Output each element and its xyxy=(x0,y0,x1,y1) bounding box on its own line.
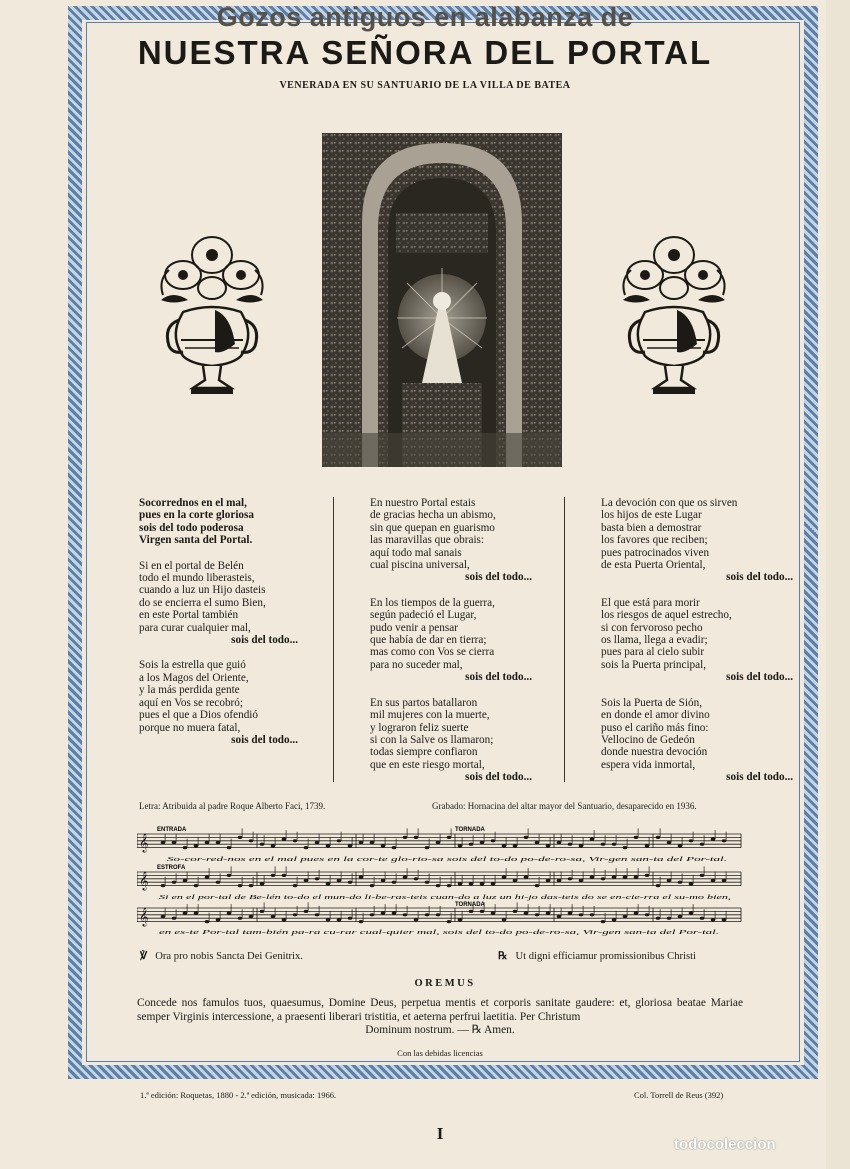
music-note xyxy=(667,841,672,844)
music-note xyxy=(436,884,441,887)
column-divider xyxy=(333,497,334,782)
verse-line: para curar cualquier mal, xyxy=(139,621,251,634)
music-note xyxy=(557,915,562,918)
music-note xyxy=(524,912,529,915)
licencias: Con las debidas licencias xyxy=(397,1048,483,1058)
music-note xyxy=(546,844,551,847)
verse-line: según padeció el Lugar, xyxy=(370,609,477,622)
music-note xyxy=(436,913,441,916)
refrain: sois del todo... xyxy=(465,671,532,684)
music-note xyxy=(711,918,716,921)
music-note xyxy=(689,839,694,842)
music-note xyxy=(711,879,716,882)
music-note xyxy=(304,910,309,913)
music-note xyxy=(634,836,639,839)
music-note xyxy=(227,874,232,877)
stanza xyxy=(370,597,562,684)
music-note xyxy=(249,884,254,887)
flower-vase-icon xyxy=(153,220,271,400)
music-note xyxy=(524,876,529,879)
music-note xyxy=(623,876,628,879)
music-note xyxy=(469,910,474,913)
verse-line: de esta Puerta Oriental, xyxy=(601,559,706,572)
music-note xyxy=(315,913,320,916)
music-note xyxy=(458,918,463,921)
music-note xyxy=(425,913,430,916)
credit-letra: Letra: Atribuida al padre Roque Alberto Faci, 1739. xyxy=(139,801,326,811)
music-note xyxy=(667,879,672,882)
music-note xyxy=(337,839,342,842)
music-note xyxy=(161,884,166,887)
music-note xyxy=(722,839,727,842)
music-note xyxy=(381,912,386,915)
verse-line: cuando a luz un Hijo dasteis xyxy=(139,584,266,597)
music-note xyxy=(568,843,573,846)
verse-line: para no suceder mal, xyxy=(370,658,463,671)
verse-line: pues el que a Dios ofendió xyxy=(139,709,258,722)
verse-line: pudo venir a pensar xyxy=(370,621,458,634)
music-note xyxy=(700,843,705,846)
music-note xyxy=(271,844,276,847)
music-note xyxy=(612,843,617,846)
verse-line: que en este riesgo mortal, xyxy=(370,758,485,771)
verse-line: y la más perdida gente xyxy=(139,684,240,697)
music-note xyxy=(601,877,606,880)
music-note xyxy=(535,913,540,916)
verse-line: y lograron feliz suerte xyxy=(370,721,469,734)
music-note xyxy=(359,876,364,879)
stanza xyxy=(139,497,331,547)
verse-line: si con fervoroso pecho xyxy=(601,621,703,634)
music-note xyxy=(348,881,353,884)
refrain: sois del todo... xyxy=(465,771,532,784)
music-note xyxy=(502,844,507,847)
music-note xyxy=(634,876,639,879)
verse-line: os llama, llega a evadir; xyxy=(601,634,708,647)
verse-line: do se encierra el sumo Bien, xyxy=(139,596,266,609)
verse-line: sois la Puerta principal, xyxy=(601,658,707,671)
title-line-1: Gozos antiguos en alabanza de xyxy=(216,2,634,32)
music-note xyxy=(491,882,496,885)
verse-line: que había de dar en tierra; xyxy=(370,634,487,647)
flower-vase-right-illustration xyxy=(615,220,733,400)
response xyxy=(498,950,696,962)
music-note xyxy=(260,910,265,913)
oremus-text: Concede nos famulos tuos, quaesumus, Domine Deus, perpetua mentis et corporis sanitate gaudere: et, gloriosa beatae Mariae semper Virginis intercessione, a praesenti liberari tristitia, et aeterna perfrui laetitia. Per Christum xyxy=(137,997,743,1023)
music-note xyxy=(590,876,595,879)
music-note xyxy=(370,841,375,844)
music-note xyxy=(205,876,210,879)
music-note xyxy=(249,915,254,918)
music-note xyxy=(183,879,188,882)
music-note xyxy=(579,879,584,882)
verse-line: los riesgos de aquel estrecho, xyxy=(601,609,732,622)
verse-line: Sois la estrella que guió xyxy=(139,659,246,672)
oremus-heading: OREMUS xyxy=(414,978,476,989)
collection-note: Col. Torrell de Reus (392) xyxy=(634,1090,724,1100)
music-note xyxy=(282,874,287,877)
lyrics-line-3: en es-te Por-tal tam-bién pa-ra cu-rar cual-quier mal, sois del to-do po-de-ro-sa, Vir-gen san-ta del Por-tal. xyxy=(159,929,719,936)
verse-line: los hijos de este Lugar xyxy=(601,509,702,522)
music-note xyxy=(403,876,408,879)
oremus-last-line: Dominum nostrum. — ℞ Amen. xyxy=(365,1024,515,1037)
music-note xyxy=(414,836,419,839)
music-note xyxy=(293,884,298,887)
music-note xyxy=(326,882,331,885)
music-note xyxy=(238,836,243,839)
verse-line: las maravillas que obrais: xyxy=(370,534,485,547)
music-note xyxy=(425,846,430,849)
response-mark: ℞ xyxy=(498,951,508,962)
music-note xyxy=(491,912,496,915)
verse-line: Virgen santa del Portal. xyxy=(139,534,253,547)
music-note xyxy=(568,877,573,880)
music-note xyxy=(337,879,342,882)
music-note xyxy=(293,913,298,916)
music-note xyxy=(172,841,177,844)
music-note xyxy=(304,879,309,882)
music-note xyxy=(326,844,331,847)
music-note xyxy=(513,844,518,847)
music-note xyxy=(656,836,661,839)
verse-line: El que está para morir xyxy=(601,596,700,609)
verse-column-1 xyxy=(139,497,331,759)
music-note xyxy=(194,844,199,847)
versicle xyxy=(140,950,303,962)
music-note xyxy=(392,846,397,849)
music-note xyxy=(634,912,639,915)
music-note xyxy=(645,844,650,847)
stanza xyxy=(601,697,793,784)
verse-line: a los Magos del Oriente, xyxy=(139,671,249,684)
edition-note: 1.ª edición: Roquetas, 1880 - 2.ª edición, musicada: 1966. xyxy=(140,1090,337,1100)
music-note xyxy=(645,913,650,916)
music-note xyxy=(414,877,419,880)
music-note xyxy=(447,836,452,839)
music-note xyxy=(260,882,265,885)
music-note xyxy=(183,846,188,849)
music-note xyxy=(216,881,221,884)
music-note xyxy=(711,838,716,841)
verse-line: todo el mundo liberasteis, xyxy=(139,572,255,585)
treble-clef-icon: 𝄞 xyxy=(139,835,149,852)
verse-line: si con la Salve os llamaron; xyxy=(370,733,494,746)
verse-line: puso el cariño más fino: xyxy=(601,721,709,734)
music-note xyxy=(458,882,463,885)
music-note xyxy=(315,877,320,880)
music-note xyxy=(194,884,199,887)
verse-column-3 xyxy=(601,497,793,797)
music-note xyxy=(227,912,232,915)
stanza xyxy=(370,497,562,584)
refrain: sois del todo... xyxy=(726,571,793,584)
music-note xyxy=(491,839,496,842)
music-note xyxy=(601,843,606,846)
music-note xyxy=(612,876,617,879)
stanza xyxy=(370,697,562,784)
verse-line: basta bien a demostrar xyxy=(601,521,702,534)
music-note xyxy=(304,846,309,849)
music-note xyxy=(623,915,628,918)
verse-line: En sus partos batallaron xyxy=(370,696,478,709)
music-note xyxy=(205,920,210,923)
music-note xyxy=(249,839,254,842)
music-note xyxy=(370,913,375,916)
music-note xyxy=(667,917,672,920)
sheet-music xyxy=(137,824,743,936)
music-note xyxy=(392,912,397,915)
music-note xyxy=(370,884,375,887)
music-note xyxy=(535,841,540,844)
music-note xyxy=(513,910,518,913)
music-note xyxy=(535,884,540,887)
music-note xyxy=(326,918,331,921)
versicle-mark: ℣ xyxy=(140,951,148,962)
music-note xyxy=(502,876,507,879)
music-note xyxy=(216,841,221,844)
music-note xyxy=(480,882,485,885)
music-note xyxy=(381,879,386,882)
credit-grabado: Grabado: Hornacina del altar mayor del Santuario, desaparecido en 1936. xyxy=(432,801,697,811)
music-note xyxy=(568,912,573,915)
music-note xyxy=(612,918,617,921)
oremus-prayer xyxy=(137,997,743,1038)
music-note xyxy=(392,881,397,884)
versicle-text: Ora pro nobis Sancta Dei Genitrix. xyxy=(155,951,303,962)
verse-line: sois del todo poderosa xyxy=(139,521,244,534)
music-note xyxy=(524,836,529,839)
music-note xyxy=(469,843,474,846)
music-note xyxy=(161,915,166,918)
verse-line: pues para al cielo subir xyxy=(601,646,705,659)
refrain: sois del todo... xyxy=(726,671,793,684)
music-note xyxy=(502,918,507,921)
music-note xyxy=(172,881,177,884)
music-note xyxy=(271,915,276,918)
music-note xyxy=(403,836,408,839)
altar-niche-engraving xyxy=(322,133,562,467)
music-note xyxy=(700,917,705,920)
stanza xyxy=(139,560,331,647)
music-note xyxy=(194,912,199,915)
music-note xyxy=(293,839,298,842)
music-note xyxy=(381,844,386,847)
music-note xyxy=(722,918,727,921)
music-note xyxy=(590,838,595,841)
music-note xyxy=(238,884,243,887)
verse-line: Vellocino de Gedeón xyxy=(601,733,695,746)
music-note xyxy=(458,844,463,847)
verse-line: mas como con Vos se cierra xyxy=(370,646,495,659)
stanza xyxy=(601,497,793,584)
music-note xyxy=(359,920,364,923)
music-note xyxy=(271,874,276,877)
verse-line: Socorrednos en el mal, xyxy=(139,497,247,509)
label-tornada-2: TORNADA xyxy=(455,902,485,908)
verse-line: aquí en Vos se recobró; xyxy=(139,696,243,709)
page-number: I xyxy=(436,1124,444,1143)
music-note xyxy=(557,879,562,882)
music-note xyxy=(425,881,430,884)
music-note xyxy=(227,846,232,849)
verse-column-2 xyxy=(370,497,562,797)
label-tornada: TORNADA xyxy=(455,827,485,833)
music-note xyxy=(172,917,177,920)
verse-line: los favores que reciben; xyxy=(601,534,708,547)
verse-line: porque no muera fatal, xyxy=(139,721,241,734)
music-note xyxy=(700,874,705,877)
music-note xyxy=(689,912,694,915)
music-note xyxy=(205,841,210,844)
refrain: sois del todo... xyxy=(726,771,793,784)
music-note xyxy=(546,912,551,915)
music-note xyxy=(447,920,452,923)
music-note xyxy=(689,882,694,885)
stanza xyxy=(139,659,331,746)
label-entrada: ENTRADA xyxy=(157,827,187,833)
verse-line: cual piscina universal, xyxy=(370,559,470,572)
verse-line: de gracias hecha un abismo, xyxy=(370,509,496,522)
verse-line: todas siempre confiaron xyxy=(370,746,478,759)
music-note xyxy=(645,874,650,877)
flower-vase-icon xyxy=(615,220,733,400)
verse-line: sin que quepan en guarismo xyxy=(370,521,495,534)
watermark-logo: todocoleccion xyxy=(674,1136,776,1153)
music-note xyxy=(678,844,683,847)
verse-line: Sois la Puerta de Sión, xyxy=(601,696,702,709)
lyrics-line-1: So-cor-red-nos en el mal pues en la cor-te glo-rio-sa sois del to-do po-de-ro-sa, Vir-gen san-ta del Por-tal. xyxy=(167,856,727,863)
music-note xyxy=(480,910,485,913)
verse-line: En nuestro Portal estais xyxy=(370,497,476,509)
music-staves xyxy=(137,824,743,936)
music-note xyxy=(656,884,661,887)
scan-edge xyxy=(826,0,850,1169)
music-note xyxy=(557,841,562,844)
music-note xyxy=(678,881,683,884)
verse-line: Si en el portal de Belén xyxy=(139,559,244,572)
music-note xyxy=(601,920,606,923)
verse-line: espera vida inmortal, xyxy=(601,758,696,771)
music-note xyxy=(282,918,287,921)
refrain: sois del todo... xyxy=(231,634,298,647)
music-note xyxy=(337,918,342,921)
engraving-image xyxy=(322,133,562,467)
music-note xyxy=(403,913,408,916)
music-note xyxy=(260,843,265,846)
verse-line: La devoción con que os sirven xyxy=(601,497,738,509)
verse-line: pues en la corte gloriosa xyxy=(139,509,254,522)
verse-line: aquí todo mal sanais xyxy=(370,546,462,559)
music-note xyxy=(315,841,320,844)
label-estrofa: ESTROFA xyxy=(157,865,186,871)
music-note xyxy=(282,838,287,841)
music-note xyxy=(480,841,485,844)
verse-line: en donde el amor divino xyxy=(601,709,710,722)
refrain: sois del todo... xyxy=(231,733,298,746)
music-note xyxy=(469,882,474,885)
music-note xyxy=(183,912,188,915)
music-note xyxy=(623,846,628,849)
verse-line: En los tiempos de la guerra, xyxy=(370,596,495,609)
music-note xyxy=(678,915,683,918)
music-note xyxy=(579,913,584,916)
verse-line: pues patrocinados viven xyxy=(601,546,710,559)
stanza xyxy=(601,597,793,684)
music-note xyxy=(348,844,353,847)
music-note xyxy=(513,879,518,882)
verse-line: mil mujeres con la muerte, xyxy=(370,709,490,722)
music-note xyxy=(359,841,364,844)
music-note xyxy=(546,879,551,882)
refrain: sois del todo... xyxy=(465,571,532,584)
treble-clef-icon: 𝄞 xyxy=(139,909,149,926)
music-note xyxy=(238,917,243,920)
treble-clef-icon: 𝄞 xyxy=(139,873,149,890)
music-note xyxy=(656,917,661,920)
verse-line: en este Portal también xyxy=(139,609,239,622)
title-line-2: NUESTRA SEÑORA DEL PORTAL xyxy=(137,34,713,71)
lyrics-line-2: Si en el por-tal de Be-lén to-do el mun-do li-be-ras-teis cuan-do a luz un hi-jo das-teis do se en-cie-rra el su-mo bien, xyxy=(159,894,732,901)
music-note xyxy=(722,879,727,882)
music-note xyxy=(436,841,441,844)
music-note xyxy=(216,918,221,921)
verse-line: donde nuestra devoción xyxy=(601,746,708,759)
music-note xyxy=(414,918,419,921)
flower-vase-left-illustration xyxy=(153,220,271,400)
music-note xyxy=(579,844,584,847)
column-divider xyxy=(564,497,565,782)
response-text: Ut digni efficiamur promissionibus Christi xyxy=(515,951,696,962)
music-note xyxy=(348,917,353,920)
music-note xyxy=(590,913,595,916)
music-note xyxy=(161,841,166,844)
subtitle: VENERADA EN SU SANTUARIO DE LA VILLA DE BATEA xyxy=(279,80,571,91)
music-note xyxy=(447,884,452,887)
